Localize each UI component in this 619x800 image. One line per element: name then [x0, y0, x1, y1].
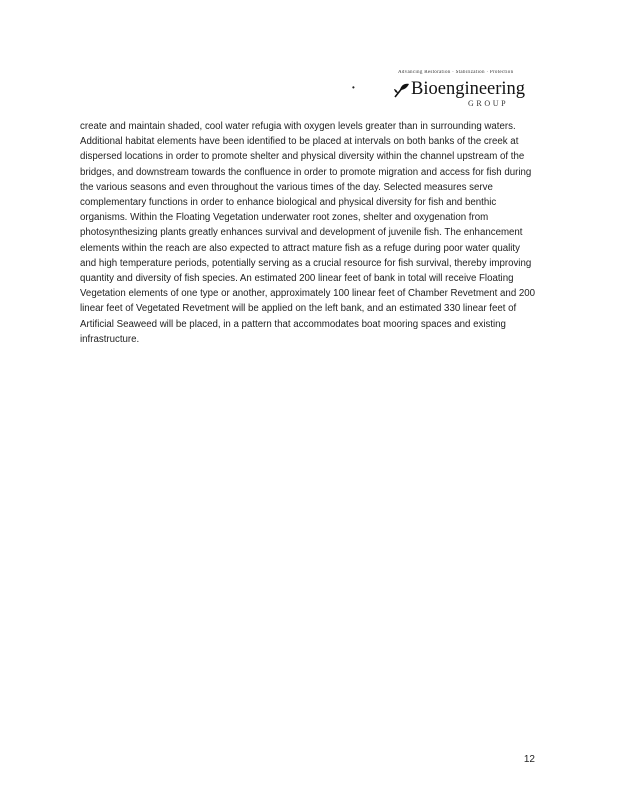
header-tagline: Advancing Restoration · Stabilization · Protection — [398, 70, 514, 75]
bioengineering-group-logo — [394, 79, 529, 107]
page-number: 12 — [523, 754, 535, 765]
logo-wordmark: Bioengineering — [411, 79, 526, 99]
logo-subtitle: GROUP — [468, 99, 509, 108]
body-paragraph: create and maintain shaded, cool water refugia with oxygen levels greater than in surrounding waters. Additional habitat elements have been identified to be placed at intervals on both banks of the creek at dispersed locations in order to promote shelter and physical diversity within the channel upstream of the bridges, and downstream towards the confluence in order to promote migration and access for fish during the various seasons and even throughout the various times of the day. Selected measures serve complementary functions in order to enhance biological and physical diversity for fish and benthic organisms. Within the Floating Vegetation underwater root zones, shelter and oxygenation from photosynthesizing plants greatly enhances survival and development of juvenile fish. The enhancement elements within the reach are also expected to attract mature fish as a refuge during poor water quality and high temperature periods, potentially serving as a crucial resource for fish survival, thereby improving quantity and diversity of fish species. An estimated 200 linear feet of bank in total will receive Floating Vegetation elements of one type or another, approximately 100 linear feet of Chamber Revetment and 200 linear feet of Vegetated Revetment will be applied on the left bank, and an estimated 330 linear feet of Artificial Seaweed will be placed, in a pattern that accommodates boat mooring spaces and existing infrastructure. — [80, 121, 536, 345]
header-bullet: • — [352, 83, 355, 92]
leaf-sprout-icon — [394, 82, 410, 98]
